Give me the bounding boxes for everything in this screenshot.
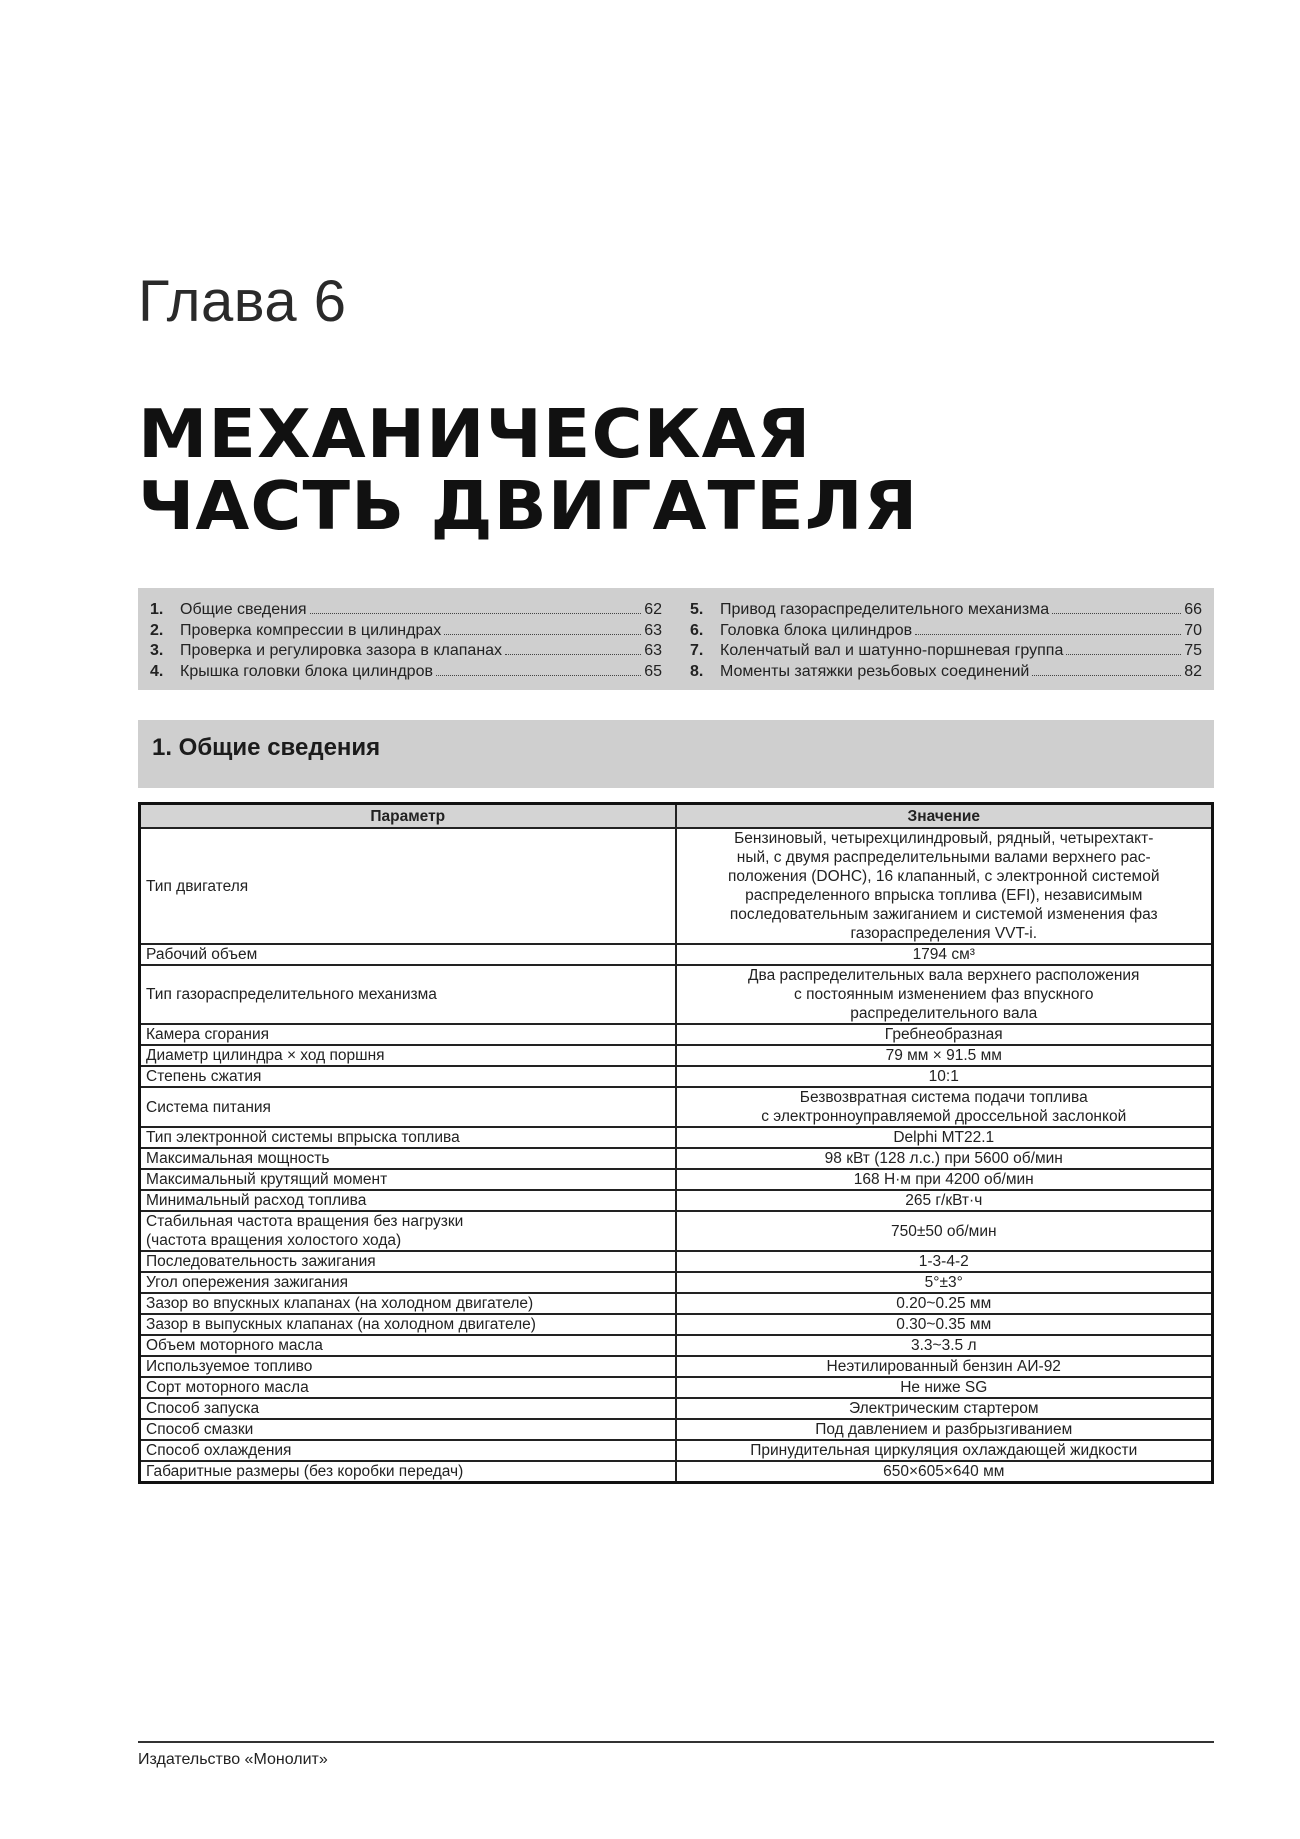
parameter-cell: Система питания xyxy=(140,1087,676,1127)
toc-item-label: Общие сведения xyxy=(180,601,307,618)
toc-leader-dots xyxy=(505,654,641,655)
toc-item-label: Головка блока цилиндров xyxy=(720,621,913,639)
table-row xyxy=(140,828,1213,944)
publisher-footer: Издательство «Монолит» xyxy=(138,1751,328,1768)
parameter-cell: Угол опережения зажигания xyxy=(140,1272,676,1293)
toc-item-label: Проверка компрессии в цилиндрах xyxy=(180,621,442,639)
parameter-cell: Зазор во впускных клапанах (на холодном двигателе) xyxy=(140,1293,676,1314)
table-row xyxy=(140,1314,1213,1335)
value-cell: 10:1 xyxy=(676,1066,1213,1087)
table-row xyxy=(140,944,1213,965)
parameter-cell: Рабочий объем xyxy=(140,944,676,965)
toc-column-right xyxy=(690,600,1202,690)
toc-leader-dots xyxy=(444,634,641,635)
table-of-contents xyxy=(138,588,1214,690)
chapter-title-line-2: ЧАСТЬ ДВИГАТЕЛЯ xyxy=(138,467,919,545)
toc-item-page: 82 xyxy=(1184,662,1202,680)
toc-item-page: 66 xyxy=(1184,601,1202,618)
toc-item-number: 1. xyxy=(150,601,164,618)
column-header-parameter: Параметр xyxy=(140,804,676,829)
toc-item-number: 5. xyxy=(690,601,704,618)
table-row xyxy=(140,1169,1213,1190)
toc-item-number: 8. xyxy=(690,662,704,680)
toc-leader-dots xyxy=(1066,654,1181,655)
value-cell: Неэтилированный бензин АИ-92 xyxy=(676,1356,1213,1377)
table-row xyxy=(140,1419,1213,1440)
table-row xyxy=(140,1045,1213,1066)
toc-item-page: 75 xyxy=(1184,642,1202,659)
table-row xyxy=(140,1087,1213,1127)
toc-item-label: Привод газораспределительного механизма xyxy=(720,601,1050,618)
toc-item-number: 2. xyxy=(150,621,164,639)
value-cell: 1794 см³ xyxy=(676,944,1213,965)
value-cell: Принудительная циркуляция охлаждающей жидкости xyxy=(676,1440,1213,1461)
value-cell: Не ниже SG xyxy=(676,1377,1213,1398)
parameter-cell: Используемое топливо xyxy=(140,1356,676,1377)
parameter-cell: Последовательность зажигания xyxy=(140,1251,676,1272)
section-heading: 1. Общие сведения xyxy=(138,720,1214,788)
value-cell: 265 г/кВт·ч xyxy=(676,1190,1213,1211)
value-cell: Два распределительных вала верхнего расположения с постоянным изменением фаз впускного распределительного вала xyxy=(676,965,1213,1024)
value-cell: Гребнеобразная xyxy=(676,1024,1213,1045)
footer-divider xyxy=(138,1741,1214,1743)
parameter-cell: Объем моторного масла xyxy=(140,1335,676,1356)
value-cell: 98 кВт (128 л.с.) при 5600 об/мин xyxy=(676,1148,1213,1169)
toc-item xyxy=(690,621,1202,641)
table-row xyxy=(140,965,1213,1024)
value-cell: 5°±3° xyxy=(676,1272,1213,1293)
toc-leader-dots xyxy=(436,675,641,676)
value-cell: Delphi MT22.1 xyxy=(676,1127,1213,1148)
column-header-value: Значение xyxy=(676,804,1213,829)
value-cell: 1-3-4-2 xyxy=(676,1251,1213,1272)
table-row xyxy=(140,1461,1213,1483)
table-row xyxy=(140,1398,1213,1419)
toc-item xyxy=(150,662,662,682)
value-cell: 0.30~0.35 мм xyxy=(676,1314,1213,1335)
toc-column-left xyxy=(150,600,662,690)
toc-item-page: 70 xyxy=(1184,621,1202,639)
toc-item xyxy=(150,600,662,620)
toc-item-number: 4. xyxy=(150,662,164,680)
toc-leader-dots xyxy=(310,613,642,614)
toc-item-label: Моменты затяжки резьбовых соединений xyxy=(720,662,1030,680)
table-header-row xyxy=(140,804,1213,829)
value-cell: 650×605×640 мм xyxy=(676,1461,1213,1483)
table-row xyxy=(140,1251,1213,1272)
chapter-title-line-1: МЕХАНИЧЕСКАЯ xyxy=(138,395,812,473)
value-cell: Бензиновый, четырехцилиндровый, рядный, четырехтакт- ный, с двумя распределительными валами верхнего рас- положения (DOHC), 16 клапанный, с электронной системой распределенного впрыска топлива (EFI), независимым последовательным зажиганием и системой изменения фаз газораспределения VVT-i. xyxy=(676,828,1213,944)
parameter-cell: Тип газораспределительного механизма xyxy=(140,965,676,1024)
toc-item-number: 7. xyxy=(690,642,704,659)
value-cell: 3.3~3.5 л xyxy=(676,1335,1213,1356)
toc-item xyxy=(690,600,1202,620)
table-row xyxy=(140,1272,1213,1293)
parameter-cell: Тип двигателя xyxy=(140,828,676,944)
table-row xyxy=(140,1356,1213,1377)
toc-item-page: 65 xyxy=(644,662,662,680)
value-cell: 750±50 об/мин xyxy=(676,1211,1213,1251)
toc-item xyxy=(690,662,1202,682)
table-row xyxy=(140,1335,1213,1356)
parameter-cell: Способ смазки xyxy=(140,1419,676,1440)
toc-item-label: Коленчатый вал и шатунно-поршневая группа xyxy=(720,642,1064,659)
table-row xyxy=(140,1377,1213,1398)
toc-item xyxy=(150,621,662,641)
value-cell: 168 Н·м при 4200 об/мин xyxy=(676,1169,1213,1190)
toc-leader-dots xyxy=(915,634,1181,635)
toc-leader-dots xyxy=(1032,675,1181,676)
value-cell: 79 мм × 91.5 мм xyxy=(676,1045,1213,1066)
toc-item xyxy=(150,641,662,661)
parameter-cell: Габаритные размеры (без коробки передач) xyxy=(140,1461,676,1483)
toc-leader-dots xyxy=(1052,613,1181,614)
chapter-title xyxy=(138,395,919,545)
toc-item xyxy=(690,641,1202,661)
toc-item-number: 6. xyxy=(690,621,704,639)
toc-item-label: Проверка и регулировка зазора в клапанах xyxy=(180,642,503,659)
value-cell: 0.20~0.25 мм xyxy=(676,1293,1213,1314)
parameter-cell: Степень сжатия xyxy=(140,1066,676,1087)
parameter-cell: Минимальный расход топлива xyxy=(140,1190,676,1211)
toc-item-number: 3. xyxy=(150,642,164,659)
toc-item-page: 63 xyxy=(644,621,662,639)
table-row xyxy=(140,1066,1213,1087)
parameter-cell: Максимальная мощность xyxy=(140,1148,676,1169)
parameter-cell: Способ охлаждения xyxy=(140,1440,676,1461)
parameter-cell: Сорт моторного масла xyxy=(140,1377,676,1398)
parameter-cell: Стабильная частота вращения без нагрузки (частота вращения холостого хода) xyxy=(140,1211,676,1251)
table-body xyxy=(140,828,1213,1483)
toc-item-page: 63 xyxy=(644,642,662,659)
chapter-label: Глава 6 xyxy=(138,269,347,334)
parameter-cell: Зазор в выпускных клапанах (на холодном двигателе) xyxy=(140,1314,676,1335)
table-row xyxy=(140,1148,1213,1169)
parameter-cell: Камера сгорания xyxy=(140,1024,676,1045)
table-row xyxy=(140,1293,1213,1314)
table-row xyxy=(140,1211,1213,1251)
parameter-cell: Способ запуска xyxy=(140,1398,676,1419)
parameter-cell: Тип электронной системы впрыска топлива xyxy=(140,1127,676,1148)
table-row xyxy=(140,1127,1213,1148)
value-cell: Безвозвратная система подачи топлива с электронноуправляемой дроссельной заслонкой xyxy=(676,1087,1213,1127)
value-cell: Электрическим стартером xyxy=(676,1398,1213,1419)
parameter-cell: Диаметр цилиндра × ход поршня xyxy=(140,1045,676,1066)
toc-item-label: Крышка головки блока цилиндров xyxy=(180,662,433,680)
specifications-table xyxy=(138,802,1214,1484)
toc-item-page: 62 xyxy=(644,601,662,618)
table-row xyxy=(140,1440,1213,1461)
table-row xyxy=(140,1024,1213,1045)
parameter-cell: Максимальный крутящий момент xyxy=(140,1169,676,1190)
value-cell: Под давлением и разбрызгиванием xyxy=(676,1419,1213,1440)
table-row xyxy=(140,1190,1213,1211)
